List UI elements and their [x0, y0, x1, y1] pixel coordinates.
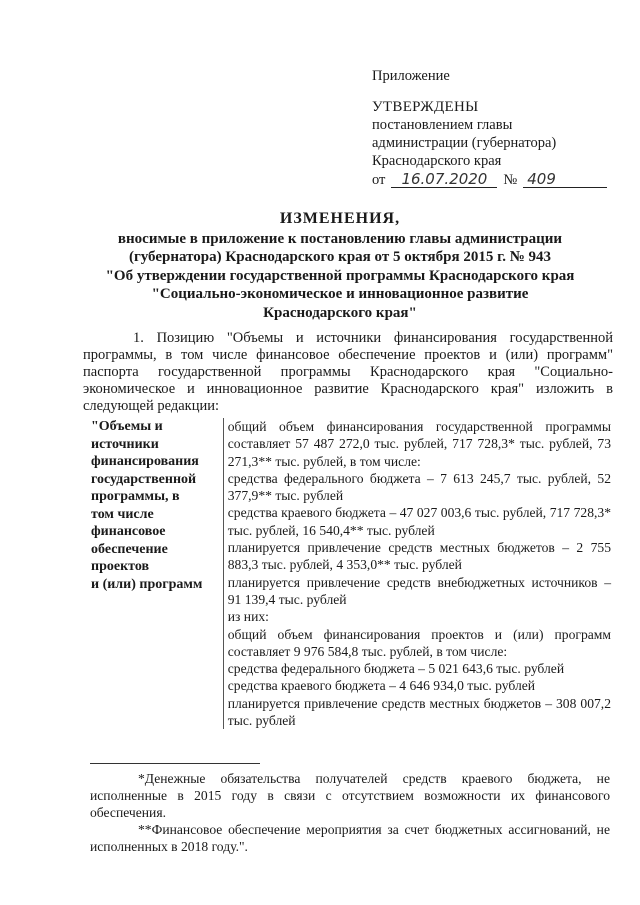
value-line: планируется привлечение средств внебюджетных источников – 91 139,4 тыс. рублей — [227, 574, 611, 607]
label-line: финансирования — [91, 454, 199, 469]
body-paragraph: 1. Позицию "Объемы и источники финансирования государственной программы, в том числе финансовое обеспечение проектов и (или) программ" паспорта государственной программы Краснодарского края "Социально-экономическое и инновационное развитие Краснодарского края" изложить в следующей редакции: — [83, 330, 613, 414]
label-line: "Объемы и — [91, 419, 163, 434]
approved-line: постановлением главы — [372, 117, 513, 133]
footnote: **Финансовое обеспечение мероприятия за счет бюджетных ассигнований, не исполненных в 2018 году.". — [90, 822, 610, 854]
approval-block — [372, 98, 622, 189]
appendix-label: Приложение — [372, 68, 450, 84]
footnote-divider — [90, 763, 260, 764]
label-line: финансовое — [91, 524, 166, 539]
approved-heading: УТВЕРЖДЕНЫ — [372, 99, 479, 115]
value-line: планируется привлечение средств местных бюджетов – 2 755 883,3 тыс. рублей, 4 353,0** тыс. рублей — [227, 540, 611, 573]
handwritten-date: 16.07.2020 — [391, 171, 497, 188]
value-line: средства краевого бюджета – 4 646 934,0 тыс. рублей — [227, 678, 536, 694]
value-line: средства краевого бюджета – 47 027 003,6 тыс. рублей, 717 728,3* тыс. рублей, 16 540,4** тыс. рублей — [227, 505, 611, 538]
handwritten-number: 409 — [523, 171, 607, 188]
value-line: общий объем финансирования проектов и (или) программ составляет 9 976 584,8 тыс. рублей, в том числе: — [227, 626, 611, 659]
approved-line: администрации (губернатора) — [372, 135, 557, 151]
title-line: вносимые в приложение к постановлению главы администрации — [117, 230, 563, 247]
title-line: "Социально-экономическое и инновационное развитие — [151, 286, 529, 302]
label-line: проектов — [91, 559, 150, 574]
from-label: от — [372, 172, 386, 188]
footnotes — [90, 770, 610, 855]
number-label: № — [503, 172, 518, 188]
table-values-cell — [223, 418, 611, 729]
footnote: *Денежные обязательства получателей средств краевого бюджета, не исполненные в 2015 году в связи с отсутствием возможности их финансового обеспечения. — [90, 771, 610, 820]
title-line: Краснодарского края" — [263, 304, 417, 321]
label-line: том числе — [91, 506, 154, 522]
title-main: ИЗМЕНЕНИЯ, — [279, 210, 401, 227]
value-line: средства федерального бюджета – 5 021 643,6 тыс. рублей — [227, 661, 565, 677]
title-line: "Об утверждении государственной программы Краснодарского края — [105, 267, 575, 284]
date-number-line — [372, 171, 622, 189]
funding-table — [91, 418, 611, 729]
value-line: общий объем финансирования государственной программы составляет 57 487 272,0 тыс. рублей, 717 728,3* тыс. рублей, 73 271,3** тыс. рублей, в том числе: — [227, 419, 611, 469]
title-line: (губернатора) Краснодарского края от 5 октября 2015 г. № 943 — [128, 249, 552, 265]
label-line: обеспечение — [91, 541, 168, 557]
label-line: программы, в — [91, 489, 180, 504]
label-line: и (или) программ — [91, 576, 203, 592]
value-line: из них: — [227, 609, 269, 625]
value-line: планируется привлечение средств местных бюджетов – 308 007,2 тыс. рублей — [227, 695, 611, 729]
label-line: источники — [91, 436, 159, 452]
table-label-cell — [91, 418, 219, 729]
approved-line: Краснодарского края — [372, 153, 502, 169]
value-line: средства федерального бюджета – 7 613 245,7 тыс. рублей, 52 377,9** тыс. рублей — [227, 470, 611, 504]
label-line: государственной — [91, 471, 197, 487]
document-title — [80, 210, 600, 322]
